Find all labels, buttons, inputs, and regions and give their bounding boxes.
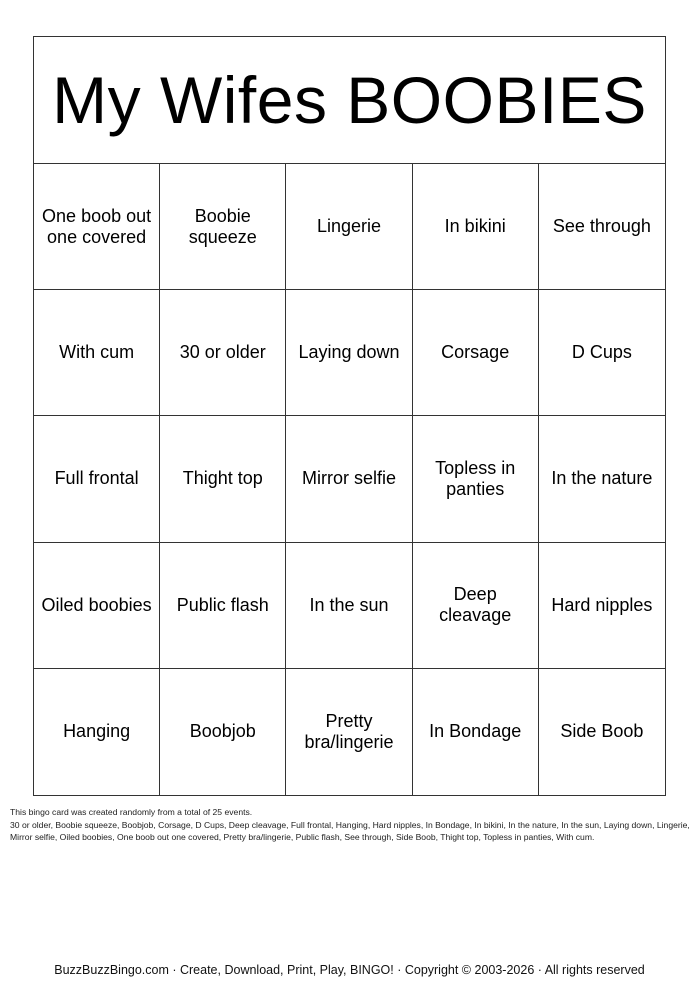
bingo-cell: 30 or older	[160, 290, 286, 416]
bingo-cell: Pretty bra/lingerie	[286, 669, 412, 795]
card-title: My Wifes BOOBIES	[34, 37, 665, 164]
bingo-cell: Oiled boobies	[34, 543, 160, 669]
bingo-cell: D Cups	[539, 290, 665, 416]
footnote-intro: This bingo card was created randomly from a total of 25 events.	[10, 807, 253, 817]
bingo-cell: Boobjob	[160, 669, 286, 795]
bingo-cell: Topless in panties	[413, 416, 539, 542]
site-footer: BuzzBuzzBingo.com · Create, Download, Print, Play, BINGO! · Copyright © 2003-2026 · All rights reserved	[54, 963, 645, 977]
bingo-cell: Thight top	[160, 416, 286, 542]
bingo-cell: Boobie squeeze	[160, 164, 286, 290]
bingo-cell: Full frontal	[34, 416, 160, 542]
bingo-cell: Side Boob	[560, 721, 644, 742]
bingo-cell: Hard nipples	[539, 543, 665, 669]
bingo-cell: One boob out one covered	[34, 164, 160, 290]
bingo-cell: See through	[539, 164, 665, 290]
card-footnote	[10, 806, 692, 844]
bingo-card	[33, 36, 666, 796]
bingo-cell: Lingerie	[286, 164, 412, 290]
bingo-cell: Hanging	[34, 669, 160, 795]
bingo-cell: In bikini	[413, 164, 539, 290]
bingo-cell: Corsage	[413, 290, 539, 416]
bingo-cell: Public flash	[160, 543, 286, 669]
bingo-cell: Deep cleavage	[413, 543, 539, 669]
bingo-cell: In Bondage	[413, 669, 539, 795]
bingo-cell: In the nature	[539, 416, 665, 542]
bingo-cell: With cum	[34, 290, 160, 416]
bingo-cell: Mirror selfie	[286, 416, 412, 542]
bingo-grid	[34, 164, 665, 795]
footnote-events-list: 30 or older, Boobie squeeze, Boobjob, Corsage, D Cups, Deep cleavage, Full frontal, Hanging, Hard nipples, In Bondage, In bikini, In the nature, In the sun, Laying down, Lingerie, Mirror selfie, Oiled boobies, One boob out one covered, Pretty bra/lingerie, Public flash, See through, Side Boob, Thight top, Topless in panties, With cum.	[10, 819, 690, 842]
bingo-cell: In the sun	[286, 543, 412, 669]
bingo-cell: Laying down	[286, 290, 412, 416]
